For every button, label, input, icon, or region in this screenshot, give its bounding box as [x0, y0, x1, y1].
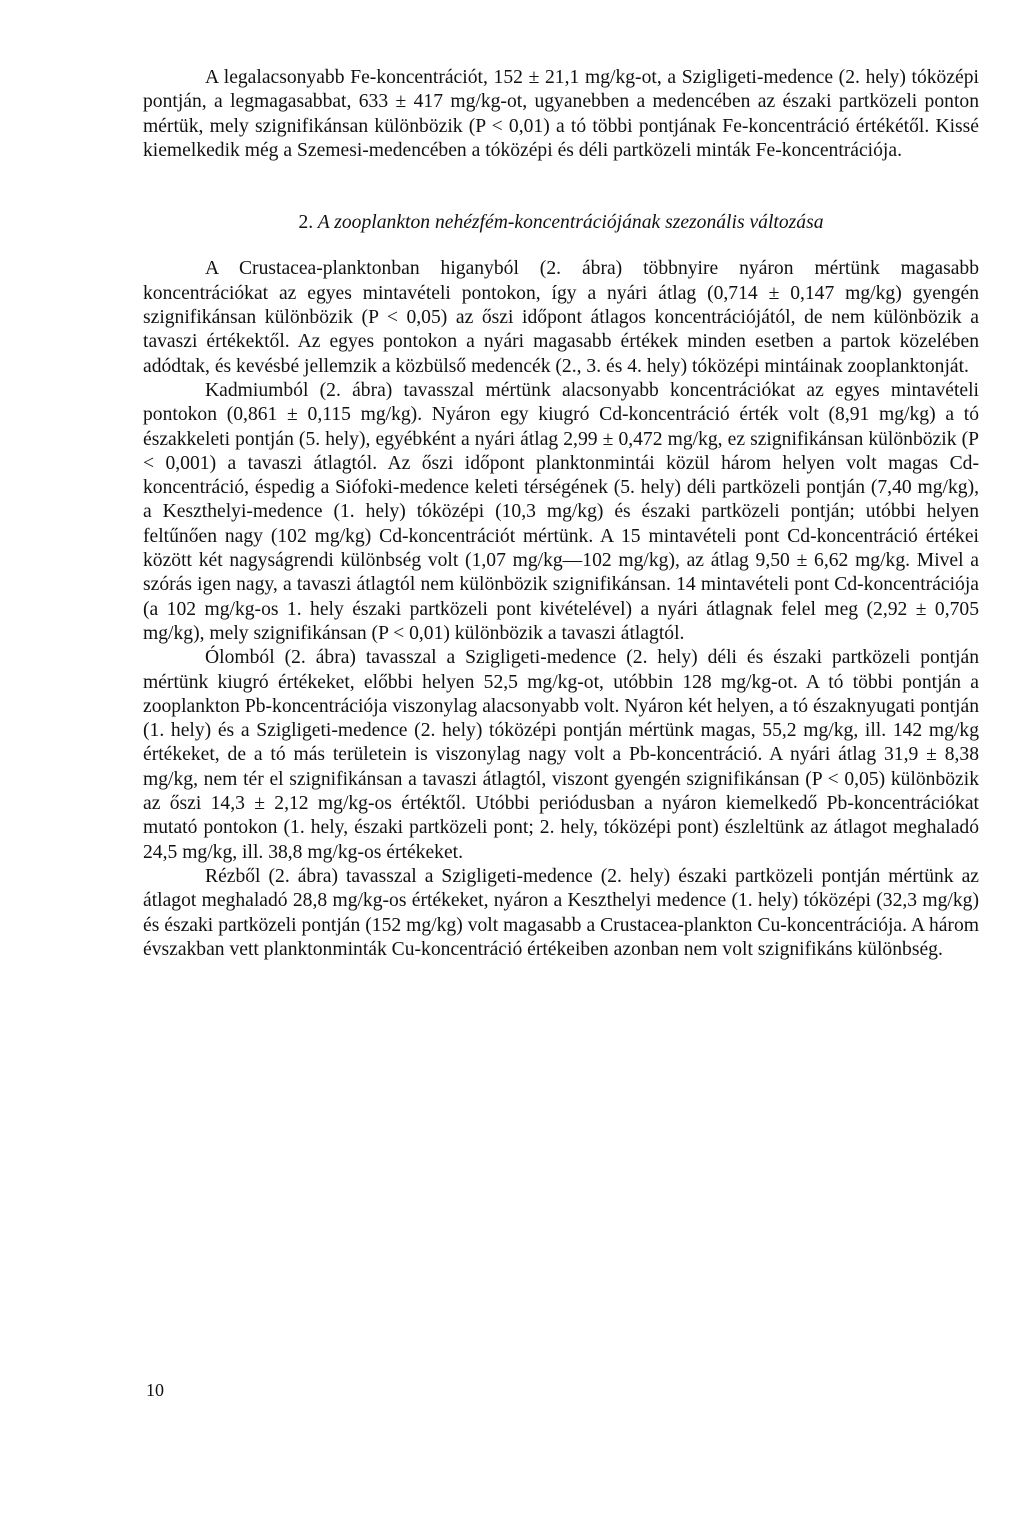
paragraph-copper: Rézből (2. ábra) tavasszal a Szigligeti-medence (2. hely) északi partközeli pontján mértünk az átlagot meghaladó 28,8 mg/kg-os értékeket, nyáron a Keszthelyi medence (1. hely) tóközépi (32,3 mg/kg) és északi partközeli pontján (152 mg/kg) volt magasabb a Crustacea-plankton Cu-koncentrációja. A három évszakban vett planktonminták Cu-koncentráció értékeiben azonban nem volt szignifikáns különbség.	[143, 865, 979, 960]
document-body	[143, 66, 979, 962]
paragraph-lead: Ólomból (2. ábra) tavasszal a Szigligeti-medence (2. hely) déli és északi partközeli pontján mértünk kiugró értékeket, előbbi helyen 52,5 mg/kg-ot, utóbbin 128 mg/kg-ot. A tó többi pontján a zooplankton Pb-koncentrációja viszonylag alacsonyabb volt. Nyáron két helyen, a tó északnyugati pontján (1. hely) és a Szigligeti-medence (2. hely) tóközépi pontján mértünk magas, 55,2 mg/kg, ill. 142 mg/kg értékeket, de a tó más területein is viszonylag nagy volt a Pb-koncentráció. A nyári átlag 31,9 ± 8,38 mg/kg, nem tér el szignifikánsan a tavaszi átlagtól, viszont gyengén szignifikánsan (P < 0,05) különbözik az őszi 14,3 ± 2,12 mg/kg-os értéktől. Utóbbi periódusban a nyáron kiemelkedő Pb-koncentrációkat mutató pontokon (1. hely, északi partközeli pont; 2. hely, tóközépi pont) észleltünk az átlagot meghaladó 24,5 mg/kg, ill. 38,8 mg/kg-os értékeket.	[143, 647, 979, 863]
paragraph-mercury: A Crustacea-planktonban higanyból (2. ábra) többnyire nyáron mértünk magasabb koncentrációkat az egyes mintavételi pontokon, így a nyári átlag (0,714 ± 0,147 mg/kg) gyengén szignifikánsan különbözik (P < 0,05) az őszi időpont átlagos koncentrációjától, de nem különbözik a tavaszi értékektől. Az egyes pontokon a nyári magasabb értékek minden esetben a partok közelében adódtak, és kevésbé jellemzik a közbülső medencék (2., 3. és 4. hely) tóközépi mintáinak zooplanktonját.	[143, 258, 979, 377]
section-title: A zooplankton nehézfém-koncentrációjának szezonális változása	[317, 212, 824, 234]
page-number: 10	[146, 1380, 164, 1400]
section-number: 2.	[298, 212, 314, 234]
section-heading	[143, 211, 979, 235]
paragraph-fe-summary: A legalacsonyabb Fe-koncentrációt, 152 ± 21,1 mg/kg-ot, a Szigligeti-medence (2. hely) tóközépi pontján, a legmagasabbat, 633 ± 417 mg/kg-ot, ugyanebben a medencében az északi partközeli ponton mértük, mely szignifikánsan különbözik (P < 0,01) a tó többi pontjának Fe-koncentráció értékétől. Kissé kiemelkedik még a Szemesi-medencében a tóközépi és déli partközeli minták Fe-koncentrációja.	[143, 67, 979, 161]
paragraph-cadmium: Kadmiumból (2. ábra) tavasszal mértünk alacsonyabb koncentrációkat az egyes mintavételi pontokon (0,861 ± 0,115 mg/kg). Nyáron egy kiugró Cd-koncentráció érték volt (8,91 mg/kg) a tó északkeleti pontján (5. hely), egyébként a nyári átlag 2,99 ± 0,472 mg/kg, ez szignifikánsan különbözik (P < 0,001) a tavaszi átlagtól. Az őszi időpont planktonmintái közül három helyen volt magas Cd-koncentráció, éspedig a Siófoki-medence keleti térségének (5. hely) déli partközeli pontján (7,40 mg/kg), a Keszthelyi-medence (1. hely) tóközépi (10,3 mg/kg) és északi partközeli pontján; utóbbi helyen feltűnően nagy (102 mg/kg) Cd-koncentrációt mértünk. A 15 mintavételi pont Cd-koncentráció értékei között két nagyságrendi különbség volt (1,07 mg/kg—102 mg/kg), az átlag 9,50 ± 6,62 mg/kg. Mivel a szórás igen nagy, a tavaszi átlagtól nem különbözik szignifikánsan. 14 mintavételi pont Cd-koncentrációja (a 102 mg/kg-os 1. hely északi partközeli pont kivételével) a nyári átlagnak felel meg (2,92 ± 0,705 mg/kg), mely szignifikánsan (P < 0,01) különbözik a tavaszi átlagtól.	[143, 379, 979, 644]
